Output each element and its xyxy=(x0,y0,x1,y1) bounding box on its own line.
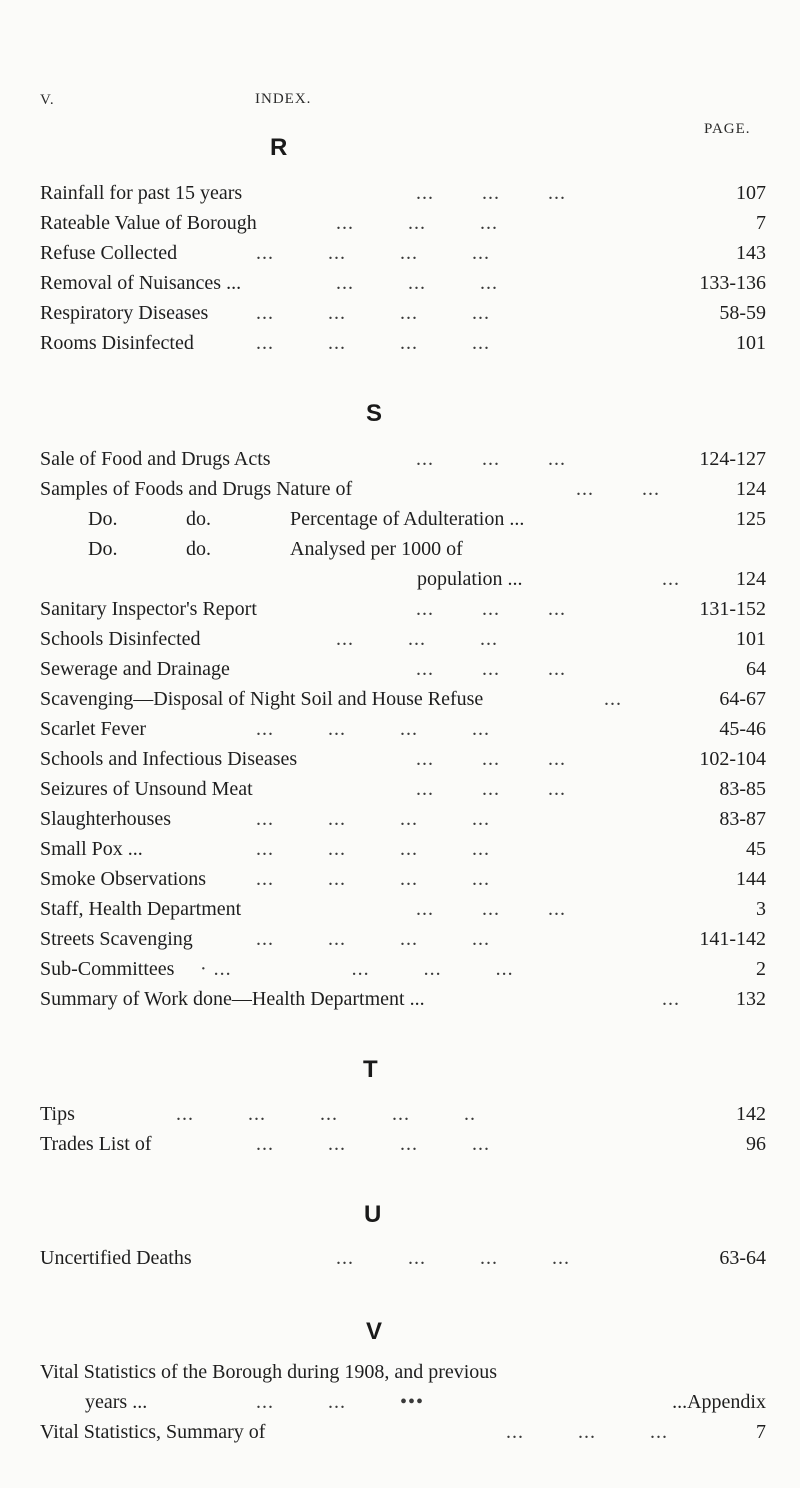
entry-label: Tips xyxy=(40,1103,75,1125)
leader-dots: ... ... ... ... xyxy=(256,1133,490,1155)
entry-page: 107 xyxy=(736,182,766,204)
entry-page: 101 xyxy=(736,332,766,354)
entry-page: 3 xyxy=(756,898,766,920)
section-letter-r: R xyxy=(270,134,288,161)
section-letter-s: S xyxy=(366,400,383,427)
entry-page: 64 xyxy=(746,658,766,680)
entry-page: 58-59 xyxy=(719,302,766,324)
index-entry xyxy=(0,954,800,984)
index-entry xyxy=(0,178,800,208)
leader-dots: ... ... ... ... xyxy=(256,242,490,264)
leader-dots: ... ... ... ... .. xyxy=(176,1103,476,1125)
entry-label: Samples of Foods and Drugs Nature of xyxy=(40,478,353,500)
entry-label: Uncertified Deaths xyxy=(40,1247,192,1269)
ditto-col1: Do. xyxy=(88,508,118,530)
entry-page: 125 xyxy=(736,508,766,530)
index-entry xyxy=(0,834,800,864)
entry-label: Trades List of xyxy=(40,1133,152,1155)
entry-label: Rateable Value of Borough xyxy=(40,212,257,234)
entry-label: Analysed per 1000 of xyxy=(290,538,463,560)
entry-label: Staff, Health Department xyxy=(40,898,242,920)
section-letter-u: U xyxy=(364,1201,382,1228)
ditto-col2: do. xyxy=(186,508,211,530)
leader-dots: ... ... ... xyxy=(416,448,566,470)
index-entry xyxy=(0,594,800,624)
entry-page: ...Appendix xyxy=(672,1391,766,1413)
entry-page: 142 xyxy=(736,1103,766,1125)
leader-dots: ... ... ... ... xyxy=(256,332,490,354)
header-volume: V. xyxy=(40,92,55,108)
entry-label: Seizures of Unsound Meat xyxy=(40,778,253,800)
leader-dots: ... ... ... xyxy=(416,778,566,800)
index-entry xyxy=(0,474,800,504)
leader-dots: ... ... ... ... xyxy=(256,808,490,830)
entry-page: 124-127 xyxy=(699,448,766,470)
entry-label: Slaughterhouses xyxy=(40,808,172,830)
entry-label: Rooms Disinfected xyxy=(40,332,194,354)
index-entry xyxy=(0,444,800,474)
ditto-col2: do. xyxy=(186,538,211,560)
ditto-col1: Do. xyxy=(88,538,118,560)
index-entry xyxy=(0,924,800,954)
entry-page: 131-152 xyxy=(699,598,766,620)
index-entry xyxy=(0,894,800,924)
leader-dots: ... ... ... xyxy=(416,898,566,920)
leader-dots: ... ... ... ... xyxy=(256,838,490,860)
leader-dots: ... ... ... ... xyxy=(256,718,490,740)
index-entry xyxy=(0,1129,800,1159)
entry-label: Summary of Work done—Health Department ... xyxy=(40,988,425,1010)
entry-label: Sub-Committees xyxy=(40,958,175,980)
entry-page: 83-87 xyxy=(719,808,766,830)
index-entry xyxy=(0,1099,800,1129)
entry-page: 144 xyxy=(736,868,766,890)
entry-label: Vital Statistics, Summary of xyxy=(40,1421,266,1443)
entry-page: 101 xyxy=(736,628,766,650)
index-entry xyxy=(0,1387,800,1417)
leader-dots: ... ... xyxy=(576,478,660,500)
entry-page: 124 xyxy=(736,568,766,590)
index-entry xyxy=(0,504,800,534)
leader-dots: ... ... ... xyxy=(416,598,566,620)
entry-page: 141-142 xyxy=(699,928,766,950)
leader-dots: ... ... ... ... xyxy=(256,928,490,950)
index-entry xyxy=(0,534,800,564)
leader-dots: ... xyxy=(662,568,680,590)
entry-label: Percentage of Adulteration ... xyxy=(290,508,525,530)
index-entry xyxy=(0,624,800,654)
leader-dots: ... ... ... xyxy=(336,628,498,650)
section-letter-v: V xyxy=(366,1318,383,1345)
leader-dots: ... ... ... xyxy=(336,212,498,234)
entry-page: 63-64 xyxy=(719,1247,766,1269)
entry-label: Small Pox ... xyxy=(40,838,143,860)
index-entry xyxy=(0,804,800,834)
header-page-label: PAGE. xyxy=(704,121,751,137)
entry-page: 132 xyxy=(736,988,766,1010)
index-entry xyxy=(0,328,800,358)
entry-label: Schools and Infectious Diseases xyxy=(40,748,298,770)
index-entry xyxy=(0,714,800,744)
leader-dots: ... xyxy=(662,988,680,1010)
entry-page: 2 xyxy=(756,958,766,980)
leader-dots: ... ... ... xyxy=(416,182,566,204)
leader-dots: ... ... ••• xyxy=(256,1391,425,1413)
leader-dots: · ... ... ... ... xyxy=(200,958,514,980)
index-entry xyxy=(0,654,800,684)
leader-dots: ... ... ... xyxy=(336,272,498,294)
index-entry xyxy=(0,684,800,714)
entry-page: 83-85 xyxy=(719,778,766,800)
leader-dots: ... ... ... xyxy=(506,1421,668,1443)
leader-dots: ... ... ... xyxy=(416,748,566,770)
entry-label: Vital Statistics of the Borough during 1908, and previous xyxy=(40,1361,498,1383)
entry-page: 64-67 xyxy=(719,688,766,710)
entry-continuation: population ... xyxy=(417,568,523,590)
entry-label: Smoke Observations xyxy=(40,868,207,890)
entry-label: Sanitary Inspector's Report xyxy=(40,598,257,620)
entry-label: Sale of Food and Drugs Acts xyxy=(40,448,271,470)
entry-label: Sewerage and Drainage xyxy=(40,658,230,680)
section-letter-t: T xyxy=(363,1056,378,1083)
index-entry xyxy=(0,744,800,774)
leader-dots: ... ... ... ... xyxy=(256,302,490,324)
index-entry xyxy=(0,1357,800,1387)
index-entry xyxy=(0,984,800,1014)
entry-label: Scavenging—Disposal of Night Soil and House Refuse xyxy=(40,688,484,710)
entry-page: 96 xyxy=(746,1133,766,1155)
index-entry xyxy=(0,268,800,298)
entry-page: 124 xyxy=(736,478,766,500)
index-entry xyxy=(0,238,800,268)
leader-dots: ... ... ... xyxy=(416,658,566,680)
leader-dots: ... ... ... ... xyxy=(336,1247,570,1269)
index-entry xyxy=(0,208,800,238)
leader-dots: ... xyxy=(604,688,622,710)
entry-label: Scarlet Fever xyxy=(40,718,147,740)
header-title: INDEX. xyxy=(255,91,312,107)
entry-page: 7 xyxy=(756,212,766,234)
entry-label: Respiratory Diseases xyxy=(40,302,209,324)
index-entry xyxy=(0,774,800,804)
entry-page: 45-46 xyxy=(719,718,766,740)
entry-page: 7 xyxy=(756,1421,766,1443)
entry-label: Removal of Nuisances ... xyxy=(40,272,242,294)
index-entry xyxy=(0,298,800,328)
entry-continuation: years ... xyxy=(85,1391,148,1413)
entry-label: Refuse Collected xyxy=(40,242,178,264)
index-entry xyxy=(0,564,800,594)
entry-page: 133-136 xyxy=(699,272,766,294)
leader-dots: ... ... ... ... xyxy=(256,868,490,890)
entry-label: Streets Scavenging xyxy=(40,928,193,950)
entry-page: 143 xyxy=(736,242,766,264)
index-entry xyxy=(0,1243,800,1273)
entry-label: Rainfall for past 15 years xyxy=(40,182,243,204)
index-entry xyxy=(0,1417,800,1447)
index-entry xyxy=(0,864,800,894)
entry-label: Schools Disinfected xyxy=(40,628,201,650)
entry-page: 45 xyxy=(746,838,766,860)
entry-page: 102-104 xyxy=(699,748,766,770)
